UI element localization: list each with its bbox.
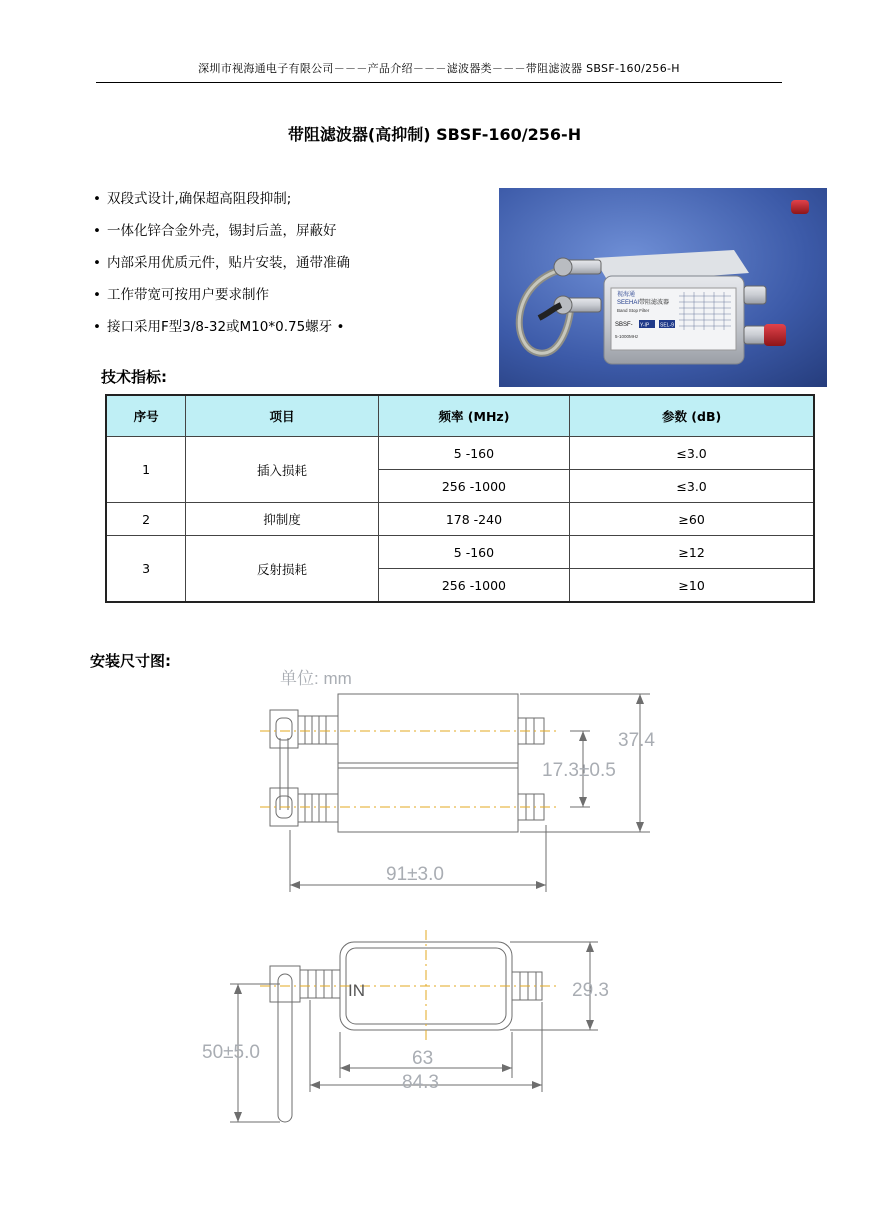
dim-width: 91±3.0 (386, 864, 444, 885)
cell-no: 1 (106, 437, 186, 503)
label-cn: 带阻滤波器 (639, 300, 670, 306)
feature-item: • 接口采用F型3/8-32或M10*0.75螺牙 • (93, 319, 345, 335)
dim-body: 63 (412, 1048, 434, 1069)
col-header-item: 项目 (186, 395, 378, 437)
brand-en: SEEHAI (617, 300, 640, 306)
product-photo (499, 188, 827, 387)
col-header-no: 序号 (106, 395, 186, 437)
brand-cn: 视海通 (617, 292, 636, 298)
cell-freq: 5 -160 (378, 536, 570, 569)
product-title: 带阻滤波器(高抑制) SBSF-160/256-H (287, 125, 582, 144)
cell-freq: 178 -240 (378, 503, 570, 536)
cell-freq: 5 -160 (378, 437, 570, 470)
spec-section-title: 技术指标: (101, 368, 167, 386)
cell-item: 插入损耗 (186, 437, 378, 503)
cell-value: ≥12 (570, 536, 814, 569)
col-header-value: 参数 (dB) (570, 395, 814, 437)
feature-item: • 双段式设计,确保超高阻段抑制; (93, 191, 292, 207)
page-header: 深圳市视海通电子有限公司－－－产品介绍－－－滤波器类－－－带阻滤波器 SBSF-160/256-H (198, 62, 680, 75)
unit-label: 单位: mm (280, 669, 352, 688)
dimension-drawing (190, 660, 710, 1130)
cell-value: ≥10 (570, 569, 814, 603)
spec-table (105, 394, 815, 603)
cell-item: 反射损耗 (186, 536, 378, 603)
cell-freq: 256 -1000 (378, 569, 570, 603)
model-text: SBSF- (615, 322, 633, 328)
dim-total: 84.3 (402, 1072, 439, 1093)
port-in-label: IN (348, 981, 365, 1000)
badge-2: SEL-9 (660, 322, 674, 329)
cell-value: ≥60 (570, 503, 814, 536)
drawing-section-title: 安装尺寸图: (90, 652, 171, 670)
table-header-row (106, 395, 814, 437)
table-row (106, 536, 814, 569)
label-en: Band Stop Filter (617, 308, 650, 313)
dim-cable: 50±5.0 (202, 1042, 260, 1063)
feature-item: • 内部采用优质元件，贴片安装，通带准确 (93, 255, 350, 271)
dim-depth: 29.3 (572, 980, 609, 1001)
freq-text: 5-1000MHz (615, 334, 639, 339)
feature-list (93, 188, 493, 348)
cell-value: ≤3.0 (570, 437, 814, 470)
cell-item: 抑制度 (186, 503, 378, 536)
table-row (106, 437, 814, 470)
feature-item: • 一体化锌合金外壳，锡封后盖，屏蔽好 (93, 223, 337, 239)
cell-no: 2 (106, 503, 186, 536)
cell-value: ≤3.0 (570, 470, 814, 503)
col-header-freq: 频率 (MHz) (378, 395, 570, 437)
header-rule (96, 82, 782, 83)
cell-no: 3 (106, 536, 186, 603)
feature-item: • 工作带宽可按用户要求制作 (93, 287, 269, 303)
cell-freq: 256 -1000 (378, 470, 570, 503)
badge-1: Y-IP (640, 322, 650, 329)
dim-spacing: 17.3±0.5 (542, 760, 616, 781)
table-row (106, 503, 814, 536)
dim-height: 37.4 (618, 730, 655, 751)
